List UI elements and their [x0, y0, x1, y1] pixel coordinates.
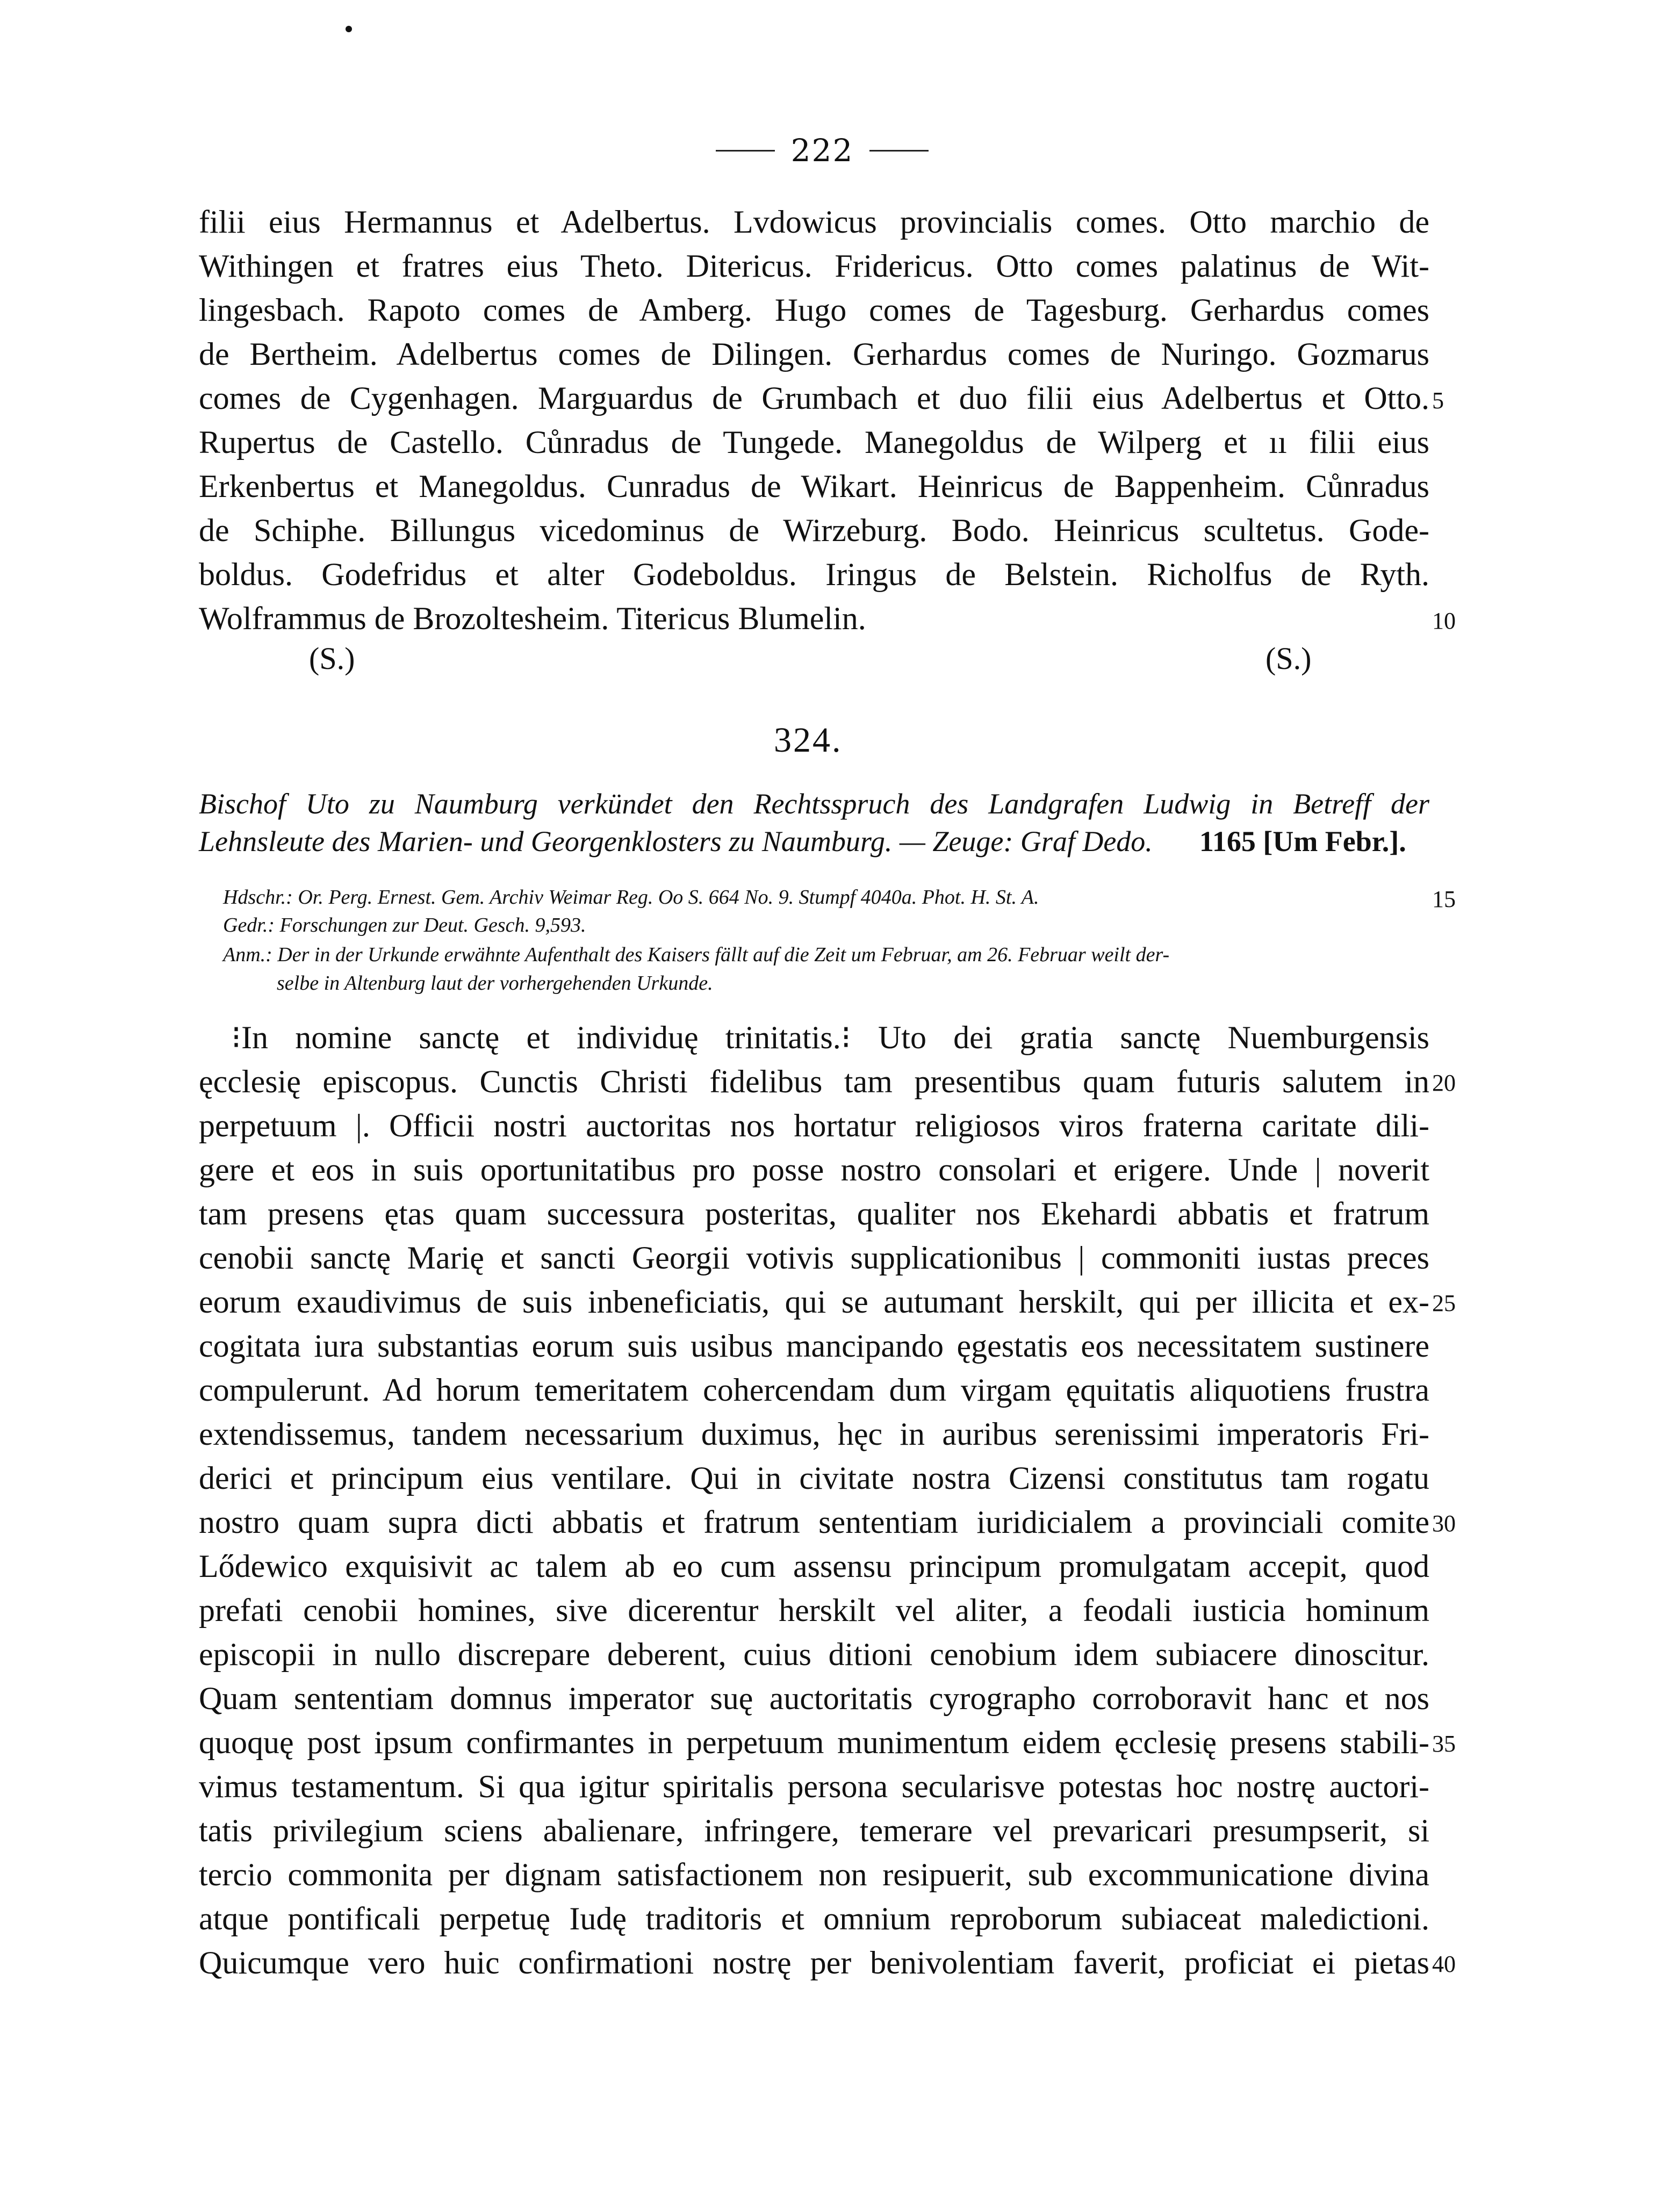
- line-number-5: 5: [1432, 387, 1444, 414]
- header-rule-left: [716, 150, 775, 152]
- charter-line-10: extendissemus, tandem necessarium duximus, hęc in auribus serenissimi imperatoris Fri-: [199, 1416, 1429, 1452]
- charter-line-15: episcopii in nullo discrepare deberent, cuius ditioni cenobium idem subiacere dinoscitur.: [199, 1637, 1429, 1672]
- regest-text: Lehnsleute des Marien- und Georgenklosters zu Naumburg. — Zeuge: Graf Dedo.: [199, 825, 1153, 858]
- charter-line-9: compulerunt. Ad horum temeritatem cohercendam dum virgam ęquitatis aliquotiens frustra: [199, 1372, 1429, 1408]
- charter-line-7: eorum exaudivimus de suis inbeneficiatis, qui se autumant herskilt, qui per illicita et ex-: [199, 1284, 1429, 1320]
- witness-line-6: Rupertus de Castello. Cůnradus de Tungede. Manegoldus de Wilperg et ıı filii eius: [199, 424, 1429, 460]
- line-number-15: 15: [1432, 886, 1456, 912]
- witness-line-1: filii eius Hermannus et Adelbertus. Lvdowicus provincialis comes. Otto marchio de: [199, 204, 1429, 240]
- ink-speck: [346, 26, 352, 32]
- charter-line-21: atque pontificali perpetuę Iudę traditoris et omnium reproborum subiaceat maledictioni.: [199, 1901, 1429, 1936]
- seal-mark-left: (S.): [309, 641, 355, 676]
- charter-line-16: Quam sententiam domnus imperator suę auctoritatis cyrographo corroboravit hanc et nos: [199, 1681, 1429, 1716]
- document-number: 324.: [774, 720, 843, 760]
- charter-line-2: ęcclesię episcopus. Cunctis Christi fidelibus tam presentibus quam futuris salutem in: [199, 1064, 1429, 1099]
- note-manuscript: Hdschr.: Or. Perg. Ernest. Gem. Archiv Weimar Reg. Oo S. 664 No. 9. Stumpf 4040a. Phot. H. St. A.: [223, 886, 1039, 909]
- witness-line-9: boldus. Godefridus et alter Godeboldus. Iringus de Belstein. Richolfus de Ryth.: [199, 557, 1429, 592]
- charter-line-14: prefati cenobii homines, sive dicerentur herskilt vel aliter, a feodali iusticia hominum: [199, 1593, 1429, 1628]
- line-number-20: 20: [1432, 1070, 1456, 1096]
- charter-line-5: tam presens ętas quam successura posteritas, qualiter nos Ekehardi abbatis et fratrum: [199, 1196, 1429, 1231]
- seal-mark-right: (S.): [1265, 641, 1312, 676]
- charter-line-3: perpetuum |. Officii nostri auctoritas nos hortatur religiosos viros fraterna caritate dili-: [199, 1108, 1429, 1143]
- line-number-40: 40: [1432, 1951, 1456, 1977]
- note-remark: Anm.: Der in der Urkunde erwähnte Aufenthalt des Kaisers fällt auf die Zeit um Februar, am 26. Februar weilt der-: [223, 943, 1170, 966]
- charter-line-12: nostro quam supra dicti abbatis et fratrum sententiam iuridicialem a provinciali comite: [199, 1504, 1429, 1540]
- page-number: 222: [790, 132, 854, 169]
- charter-line-20: tercio commonita per dignam satisfactionem non resipuerit, sub excommunicatione divina: [199, 1857, 1429, 1892]
- line-number-30: 30: [1432, 1510, 1456, 1537]
- charter-line-19: tatis privilegium sciens abalienare, infringere, temerare vel prevaricari presumpserit, si: [199, 1813, 1429, 1848]
- charter-line-13: Lődewico exquisivit ac talem ab eo cum assensu principum promulgatam accepit, quod: [199, 1548, 1429, 1584]
- charter-line-4: gere et eos in suis oportunitatibus pro posse nostro consolari et erigere. Unde | noverit: [199, 1152, 1429, 1187]
- page-header: [672, 129, 973, 172]
- charter-line-1: ⁝In nomine sanctę et individuę trinitatis.⁝ Uto dei gratia sanctę Nuemburgensis: [231, 1020, 1429, 1055]
- charter-line-17: quoquę post ipsum confirmantes in perpetuum munimentum eidem ęcclesię presens stabili-: [199, 1725, 1429, 1760]
- charter-line-11: derici et principum eius ventilare. Qui in civitate nostra Cizensi constitutus tam rogatu: [199, 1460, 1429, 1496]
- line-number-35: 35: [1432, 1731, 1456, 1757]
- witness-line-2: Withingen et fratres eius Theto. Ditericus. Fridericus. Otto comes palatinus de Wit-: [199, 248, 1429, 284]
- header-rule-right: [869, 150, 929, 152]
- charter-line-22: Quicumque vero huic confirmationi nostrę per benivolentiam faverit, proficiat ei pietas: [199, 1945, 1429, 1980]
- regest-line-2: [199, 825, 1429, 858]
- note-remark-cont: selbe in Altenburg laut der vorhergehenden Urkunde.: [277, 972, 713, 995]
- witness-line-10: Wolframmus de Brozoltesheim. Titericus Blumelin.: [199, 601, 866, 636]
- note-printed: Gedr.: Forschungen zur Deut. Gesch. 9,593.: [223, 914, 586, 936]
- line-number-10: 10: [1432, 608, 1456, 634]
- witness-line-3: lingesbach. Rapoto comes de Amberg. Hugo comes de Tagesburg. Gerhardus comes: [199, 292, 1429, 328]
- charter-line-18: vimus testamentum. Si qua igitur spiritalis persona secularisve potestas hoc nostrę auctori-: [199, 1769, 1429, 1804]
- witness-line-7: Erkenbertus et Manegoldus. Cunradus de Wikart. Heinricus de Bappenheim. Cůnradus: [199, 469, 1429, 504]
- charter-line-6: cenobii sanctę Marię et sancti Georgii votivis supplicationibus | commoniti iustas preces: [199, 1240, 1429, 1276]
- charter-line-8: cogitata iura substantias eorum suis usibus mancipando ęgestatis eos necessitatem sustinere: [199, 1328, 1429, 1364]
- witness-line-5: comes de Cygenhagen. Marguardus de Grumbach et duo filii eius Adelbertus et Otto.: [199, 380, 1429, 416]
- witness-line-4: de Bertheim. Adelbertus comes de Dilingen. Gerhardus comes de Nuringo. Gozmarus: [199, 336, 1429, 372]
- line-number-25: 25: [1432, 1290, 1456, 1316]
- regest-date: 1165 [Um Febr.].: [1199, 825, 1406, 858]
- regest-line-1: Bischof Uto zu Naumburg verkündet den Rechtsspruch des Landgrafen Ludwig in Betreff der: [199, 788, 1429, 820]
- witness-line-8: de Schiphe. Billungus vicedominus de Wirzeburg. Bodo. Heinricus scultetus. Gode-: [199, 513, 1429, 548]
